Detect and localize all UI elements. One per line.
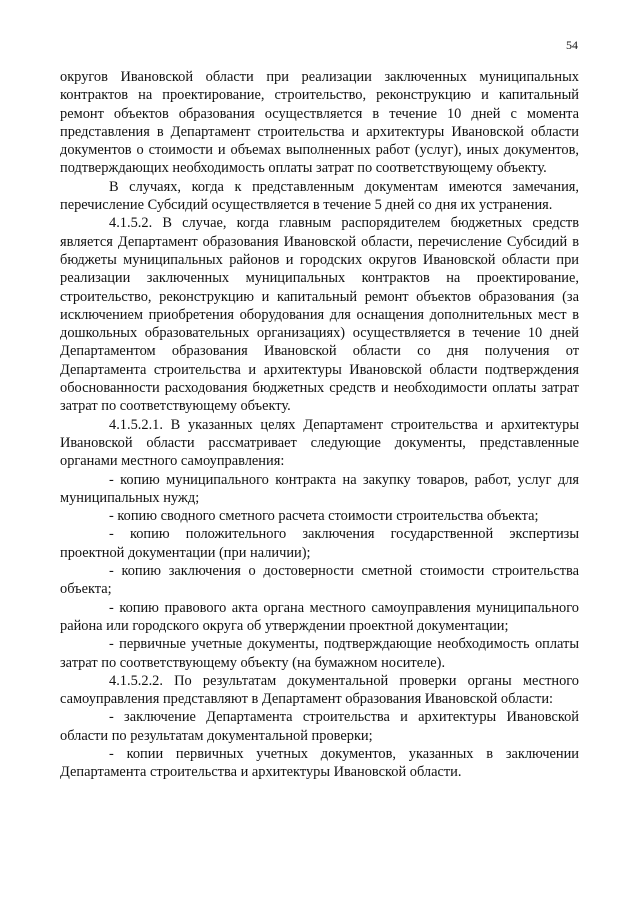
page-number: 54 xyxy=(566,38,578,52)
paragraph-4-1-5-2-1: 4.1.5.2.1. В указанных целях Департамент строительства и архитектуры Ивановской области рассматривает следующие документы, представленные органами местного самоуправления: xyxy=(60,416,579,470)
paragraph-continuation: округов Ивановской области при реализации заключенных муниципальных контрактов на проектирование, строительство, реконструкцию и капитальный ремонт объектов образования осуществляется в течение 10 дней с момента представления в Департамент строительства и архитектуры Ивановской области документов о стоимости и объемах выполненных работ (услуг), иных документов, подтверждающих необходимость оплаты затрат по соответствующему объекту. xyxy=(60,69,579,177)
paragraph-4-1-5-2: 4.1.5.2. В случае, когда главным распорядителем бюджетных средств является Департамент образования Ивановской области, перечисление Субсидий в бюджеты муниципальных районов и городских округов Ивановской области при реализации заключенных муниципальных контрактов на проектирование, строительство, реконструкцию и капитальный ремонт объектов образования (за исключением приобретения оборудования для оснащения дополнительных мест в дошкольных образовательных организациях) осуществляется в течение 10 дней Департаментом образования Ивановской области со дня получения от Департамента строительства и архитектуры Ивановской области подтверждения обоснованности расходования бюджетных средств и необходимости оплаты затрат затрат по соответствующему объекту. xyxy=(60,215,579,415)
list-item-reliability-copy: - копию заключения о достоверности сметной стоимости строительства объекта; xyxy=(60,563,579,598)
document-body xyxy=(60,68,579,782)
paragraph-4-1-5-2-2: 4.1.5.2.2. По результатам документальной проверки органы местного самоуправления представляют в Департамент образования Ивановской области: xyxy=(60,672,579,708)
list-item-primary-documents: - первичные учетные документы, подтверждающие необходимость оплаты затрат по соответствующему объекту (на бумажном носителе). xyxy=(60,636,579,671)
list-item-estimate-copy: - копию сводного сметного расчета стоимости строительства объекта; xyxy=(109,508,539,525)
paragraph-remarks: В случаях, когда к представленным документам имеются замечания, перечисление Субсидий осуществляется в течение 5 дней со дня их устранения. xyxy=(60,178,579,214)
list-item-primary-documents-copies: - копии первичных учетных документов, указанных в заключении Департамента строительства и архитектуры Ивановской области. xyxy=(60,745,579,781)
list-item-legal-act-copy: - копию правового акта органа местного самоуправления муниципального района или городского округа об утверждении проектной документации; xyxy=(60,599,579,634)
list-item-expertise-copy: - копию положительного заключения государственной экспертизы проектной документации (при наличии); xyxy=(60,526,579,561)
list-item-contract-copy: - копию муниципального контракта на закупку товаров, работ, услуг для муниципальных нужд; xyxy=(60,471,579,506)
list-item-conclusion: - заключение Департамента строительства и архитектуры Ивановской области по результатам документальной проверки; xyxy=(60,709,579,744)
